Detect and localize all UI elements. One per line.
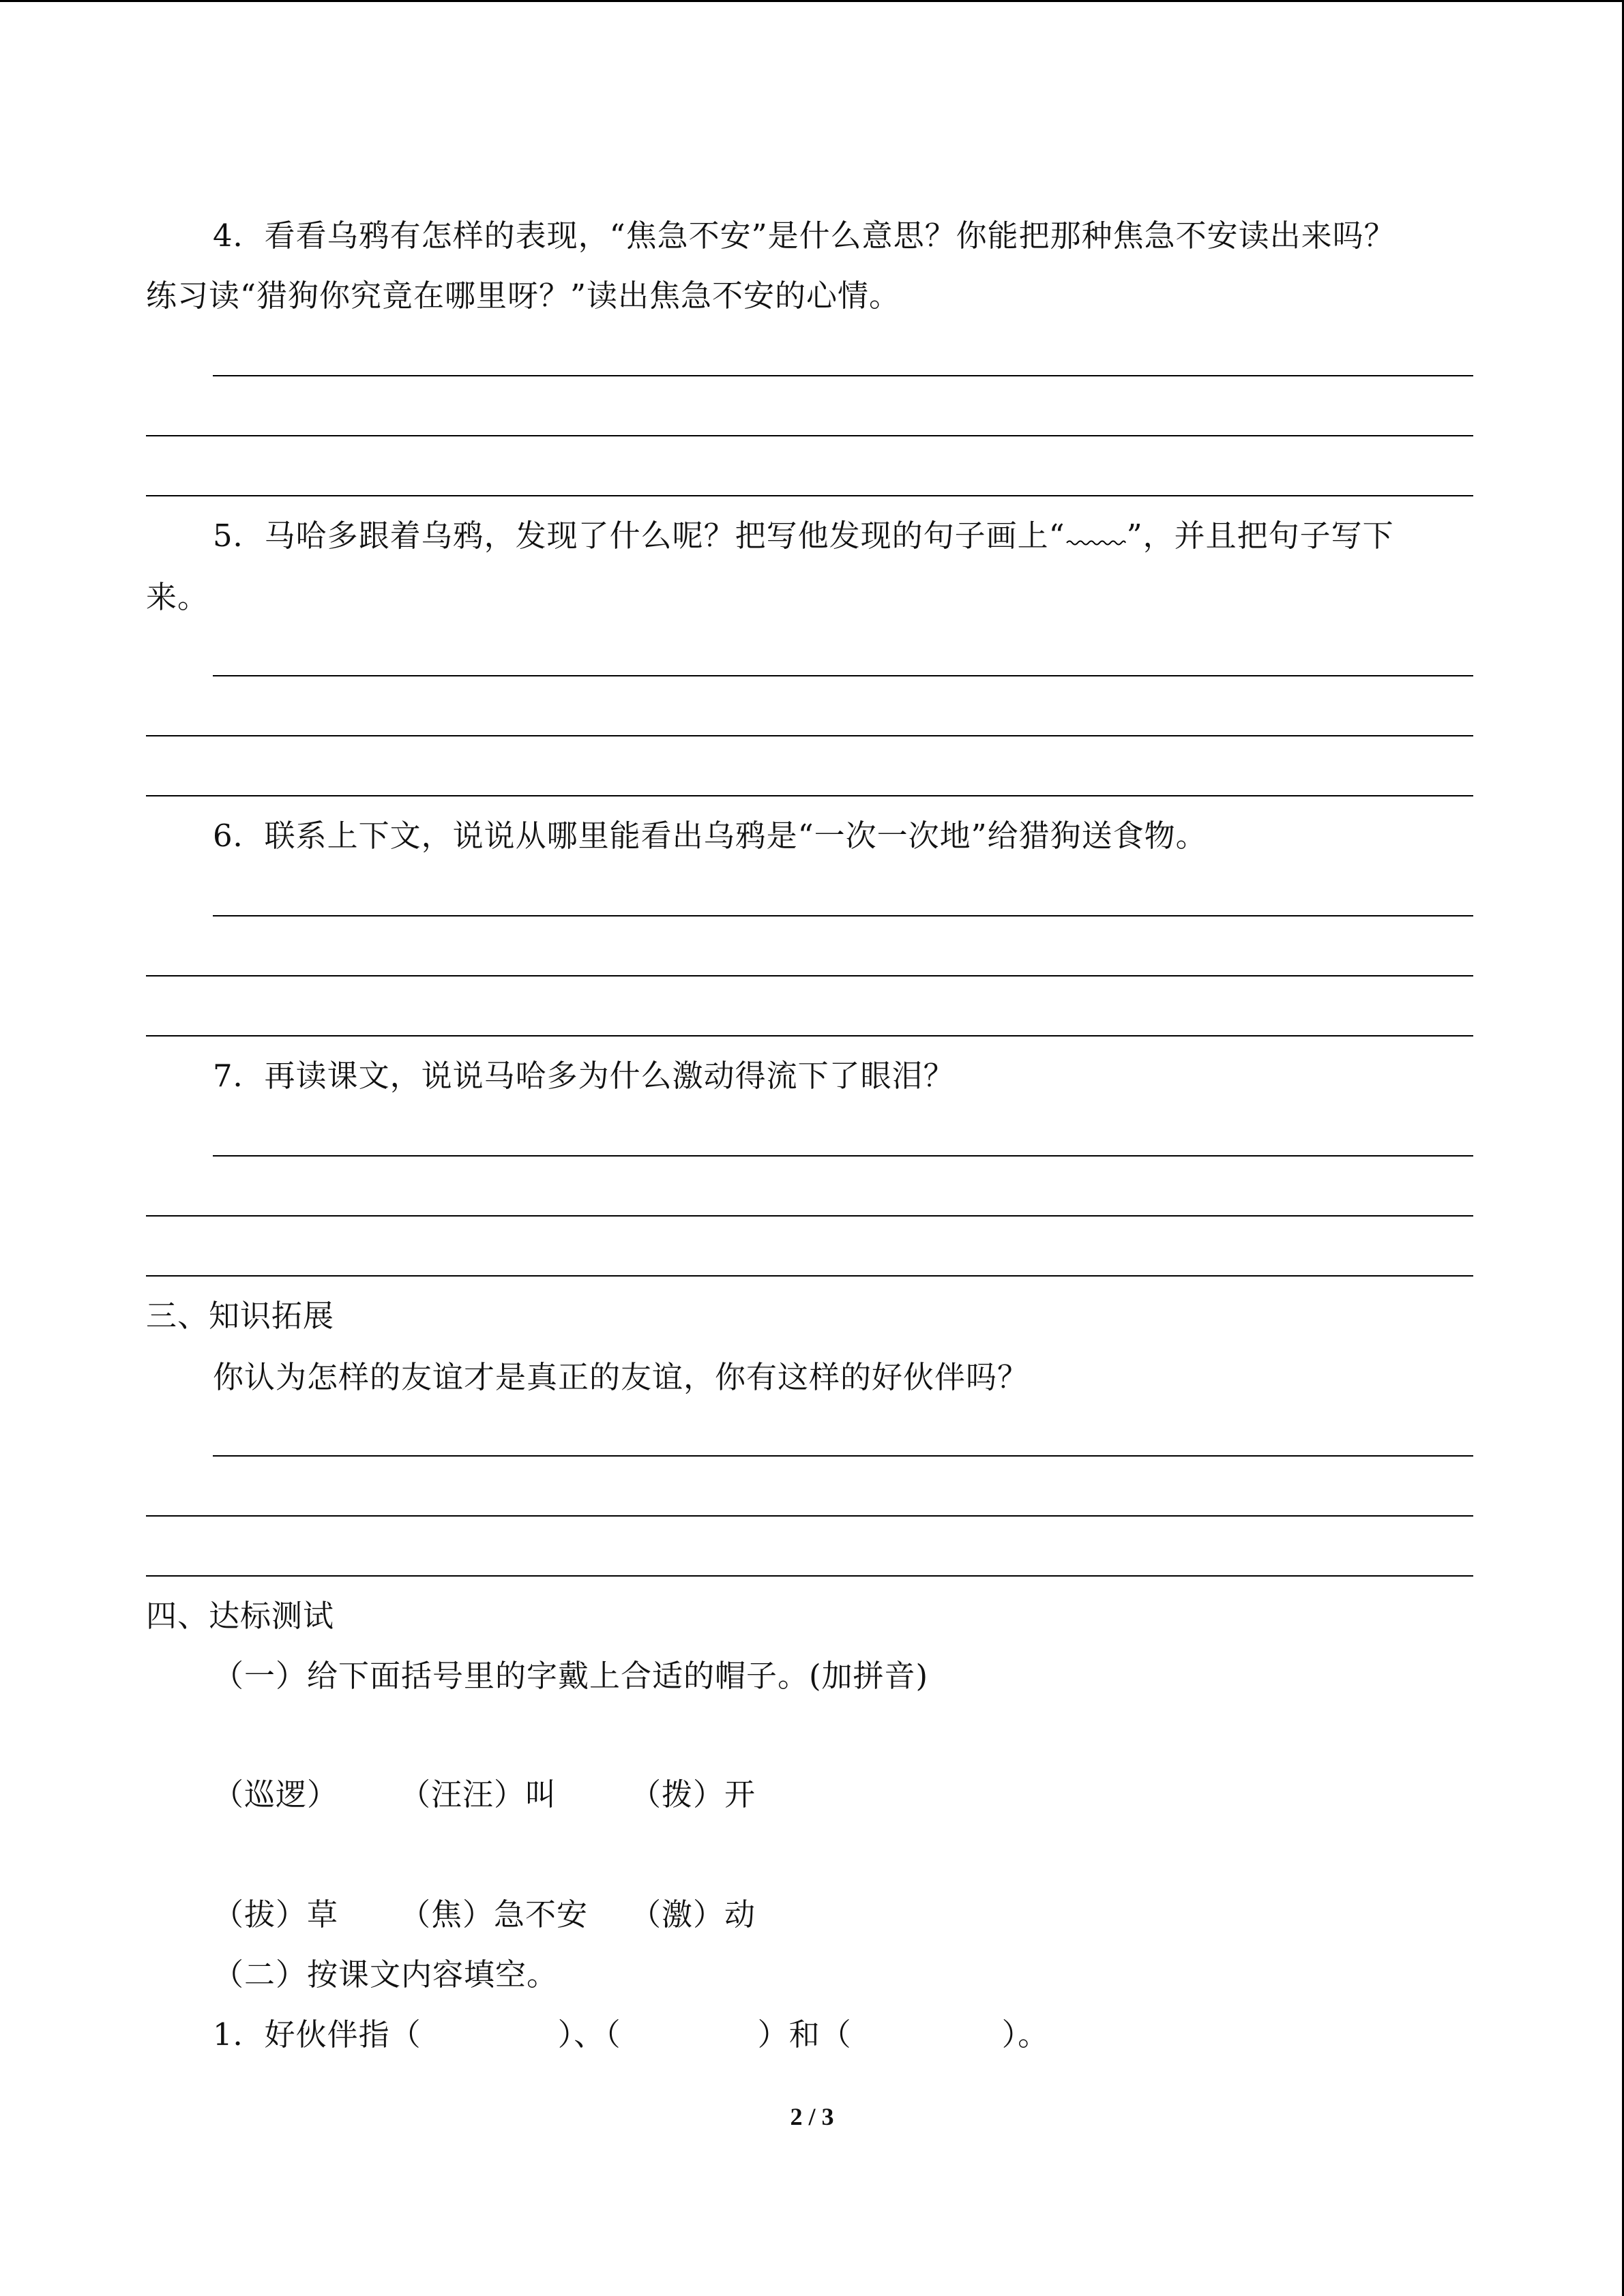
question-5-line-2: 来。 — [146, 579, 209, 615]
fill-suffix: ）。 — [1001, 2016, 1050, 2053]
question-5-text-before: 5．马哈多跟着乌鸦，发现了什么呢？把写他发现的句子画上“ — [213, 518, 1065, 554]
page-border-top — [0, 0, 1624, 2]
answer-line[interactable] — [213, 375, 1473, 376]
answer-line[interactable] — [146, 1575, 1473, 1577]
question-7-line-1: 7．再读课文，说说马哈多为什么激动得流下了眼泪？ — [213, 1058, 955, 1094]
answer-line[interactable] — [213, 915, 1473, 916]
question-5-text-after: ”，并且把句子写下 — [1126, 518, 1394, 554]
answer-line[interactable] — [213, 1155, 1473, 1157]
answer-line[interactable] — [146, 795, 1473, 796]
pinyin-item: （激）动 — [630, 1896, 756, 1933]
pinyin-item: （巡逻） — [213, 1776, 339, 1813]
answer-line[interactable] — [146, 735, 1473, 736]
question-5-line-1 — [213, 516, 1394, 556]
section-4-part-2-title: （二）按课文内容填空。 — [213, 1956, 559, 1993]
answer-line[interactable] — [146, 975, 1473, 976]
fill-in-question-1 — [213, 2014, 1049, 2055]
pinyin-item: （汪汪）叫 — [400, 1776, 557, 1813]
wavy-underline-icon — [1065, 538, 1127, 548]
question-4-line-2: 练习读“猎狗你究竟在哪里呀？”读出焦急不安的心情。 — [146, 278, 901, 314]
page-number: 2 / 3 — [790, 2103, 834, 2130]
section-4-heading: 四、达标测试 — [146, 1598, 335, 1634]
question-6-line-1: 6．联系上下文，说说从哪里能看出乌鸦是“一次一次地”给猎狗送食物。 — [213, 818, 1207, 854]
pinyin-item: （拨）开 — [630, 1776, 756, 1813]
fill-prefix: 1．好伙伴指（ — [213, 2016, 422, 2053]
answer-line[interactable] — [213, 1455, 1473, 1457]
answer-line[interactable] — [213, 675, 1473, 676]
answer-line[interactable] — [146, 1275, 1473, 1277]
section-4-part-1-title: （一）给下面括号里的字戴上合适的帽子。(加拼音) — [213, 1658, 929, 1694]
pinyin-item: （拔）草 — [213, 1896, 339, 1933]
section-3-heading: 三、知识拓展 — [146, 1298, 335, 1334]
answer-line[interactable] — [146, 495, 1473, 496]
answer-line[interactable] — [146, 1035, 1473, 1037]
answer-line[interactable] — [146, 1515, 1473, 1517]
question-4-line-1: 4．看看乌鸦有怎样的表现，“焦急不安”是什么意思？你能把那种焦急不安读出来吗？ — [213, 218, 1396, 254]
answer-line[interactable] — [146, 1215, 1473, 1217]
section-3-prompt: 你认为怎样的友谊才是真正的友谊，你有这样的好伙伴吗？ — [213, 1359, 1029, 1395]
fill-separator: ）和（ — [757, 2016, 852, 2053]
pinyin-item: （焦）急不安 — [400, 1896, 589, 1933]
fill-separator: ）、（ — [557, 2016, 621, 2053]
answer-line[interactable] — [146, 435, 1473, 436]
